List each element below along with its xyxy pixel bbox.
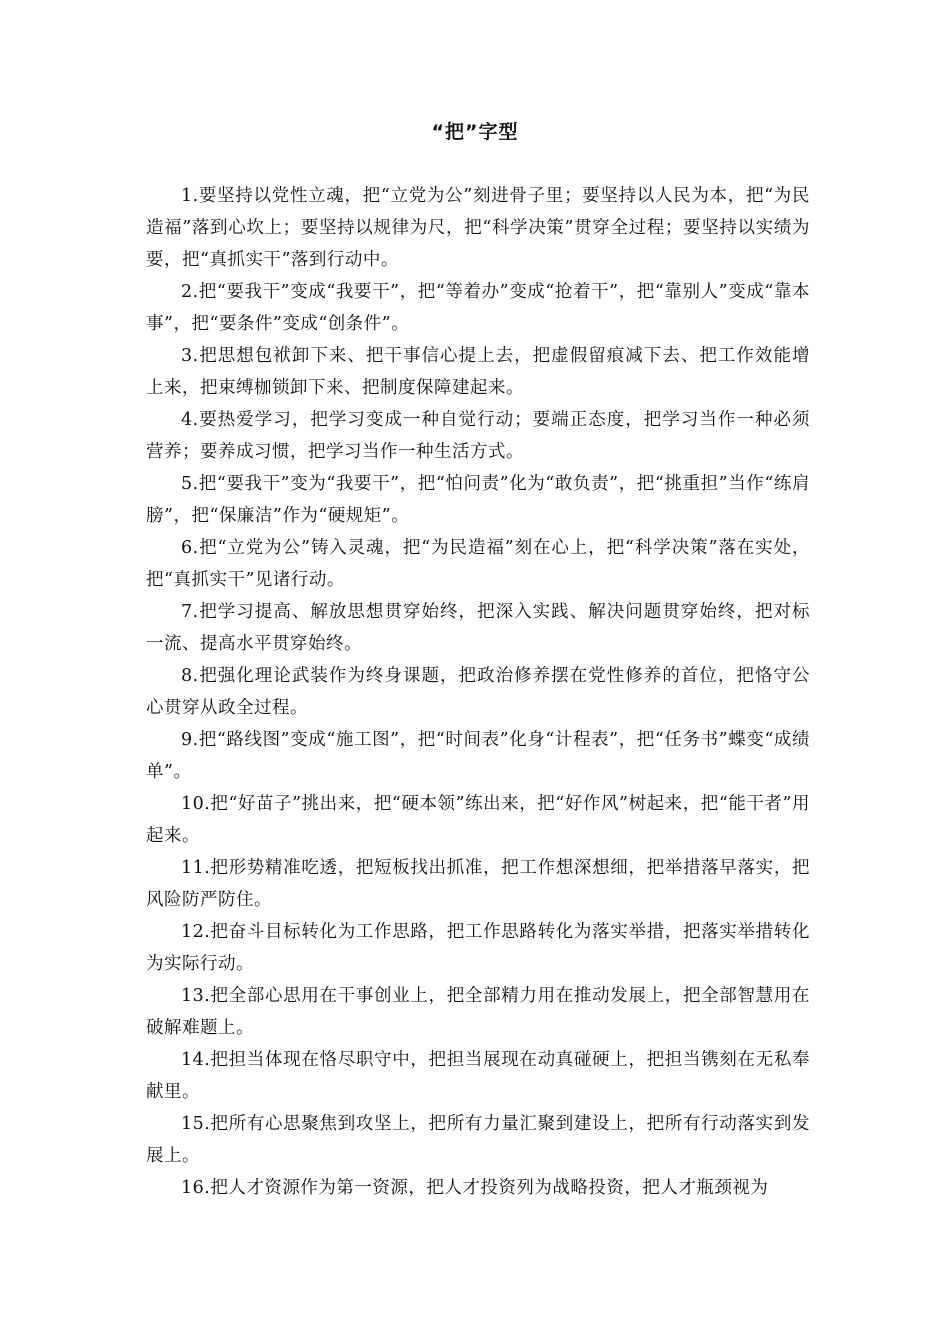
paragraph: 10.把“好苗子”挑出来，把“硬本领”练出来，把“好作风”树起来，把“能干者”用起来。 <box>146 794 810 846</box>
paragraph: 4.要热爱学习，把学习变成一种自觉行动；要端正态度，把学习当作一种必须营养；要养成习惯，把学习当作一种生活方式。 <box>146 410 810 462</box>
paragraph: 16.把人才资源作为第一资源，把人才投资列为战略投资，把人才瓶颈视为 <box>181 1178 769 1198</box>
paragraph: 13.把全部心思用在干事创业上，把全部精力用在推动发展上，把全部智慧用在破解难题上。 <box>146 986 810 1038</box>
paragraph: 2.把“要我干”变成“我要干”，把“等着办”变成“抢着干”，把“靠别人”变成“靠本事”，把“要条件”变成“创条件”。 <box>146 282 810 334</box>
document-title: “把”字型 <box>431 121 519 143</box>
paragraph: 6.把“立党为公”铸入灵魂，把“为民造福”刻在心上，把“科学决策”落在实处，把“真抓实干”见诸行动。 <box>146 538 810 590</box>
paragraph: 5.把“要我干”变为“我要干”，把“怕问责”化为“敢负责”，把“挑重担”当作“练肩膀”，把“保廉洁”作为“硬规矩”。 <box>146 474 810 526</box>
paragraph: 15.把所有心思聚焦到攻坚上，把所有力量汇聚到建设上，把所有行动落实到发展上。 <box>146 1114 810 1166</box>
paragraph: 7.把学习提高、解放思想贯穿始终，把深入实践、解决问题贯穿始终，把对标一流、提高水平贯穿始终。 <box>146 602 810 654</box>
paragraph: 11.把形势精准吃透，把短板找出抓准，把工作想深想细，把举措落早落实，把风险防严防住。 <box>146 858 810 910</box>
paragraph: 1.要坚持以党性立魂，把“立党为公”刻进骨子里；要坚持以人民为本，把“为民造福”落到心坎上；要坚持以规律为尺，把“科学决策”贯穿全过程；要坚持以实绩为要，把“真抓实干”落到行动中。 <box>146 186 810 270</box>
document-body <box>146 180 810 1204</box>
paragraph: 8.把强化理论武装作为终身课题，把政治修养摆在党性修养的首位，把恪守公心贯穿从政全过程。 <box>146 666 810 718</box>
paragraph: 9.把“路线图”变成“施工图”，把“时间表”化身“计程表”，把“任务书”蝶变“成绩单”。 <box>146 730 810 782</box>
paragraph: 12.把奋斗目标转化为工作思路，把工作思路转化为落实举措，把落实举措转化为实际行动。 <box>146 922 810 974</box>
paragraph: 14.把担当体现在恪尽职守中，把担当展现在动真碰硬上，把担当镌刻在无私奉献里。 <box>146 1050 810 1102</box>
paragraph: 3.把思想包袱卸下来、把干事信心提上去，把虚假留痕减下去、把工作效能增上来，把束缚枷锁卸下来、把制度保障建起来。 <box>146 346 810 398</box>
